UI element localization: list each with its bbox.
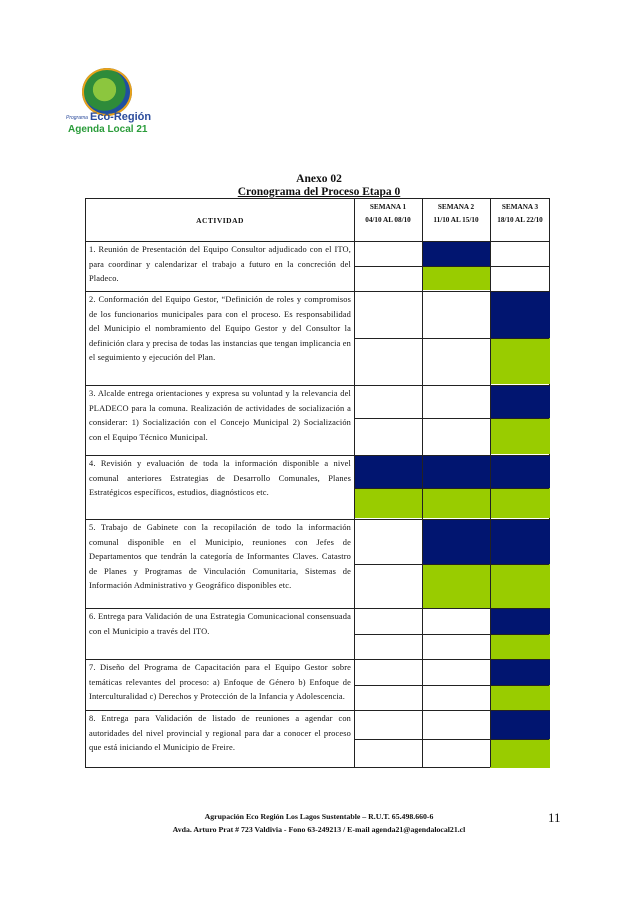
gantt-cell-r4-w3-a [490,456,550,488]
activity-row-4: 4. Revisión y evaluación de toda la información disponible a nivel comunal anteriores Estrategias de Desarrollo Comunales, Planes Estratégicos específicos, estudios, diagnósticos etc. [89,459,351,498]
activity-header: ACTIVIDAD [196,215,244,225]
week-1-label: SEMANA 1 [369,203,407,211]
gantt-cell-r2-w3-b [490,338,550,384]
column-divider [490,199,491,767]
gantt-cell-r4-w2-b [422,488,490,518]
gantt-cell-r5-w2-b [422,564,490,608]
row-divider [86,291,549,292]
gantt-cell-r5-w2-a [422,520,490,564]
page-number: 11 [548,810,561,825]
activity-row-7: 7. Diseño del Programa de Capacitación para el Equipo Gestor sobre temáticas relevantes del proceso: a) Enfoque de Género b) Enfoque de Interculturalidad c) Derechos y Protección de la Infancia y Adolescencia. [89,663,351,702]
sub-divider [354,418,549,419]
logo-program-text: Programa [66,115,88,121]
row-divider [86,608,549,609]
week-3-header [490,201,550,241]
footer-contact: Avda. Arturo Prat # 723 Valdivia - Fono 63-249213 / E-mail agenda21@agendalocal21.cl [172,825,466,834]
activity-row-8: 8. Entrega para Validación de listado de reuniones a agendar con autoridades del nivel provincial y regional para dar a conocer el proceso que está iniciando el Municipio de Freire. [89,714,351,753]
sub-divider [354,634,549,635]
week-2-label: SEMANA 2 [437,203,475,211]
sub-divider [354,564,549,565]
footer-organization: Agrupación Eco Región Los Lagos Sustentable – R.U.T. 65.498.660-6 [204,812,434,821]
sub-divider [354,488,549,489]
logo-agenda-text: Agenda Local 21 [68,124,148,135]
gantt-cell-r1-w2-a [422,242,490,266]
activity-row-5: 5. Trabajo de Gabinete con la recopilación de todo la información comunal disponible en el Municipio, reuniones con Jefes de Departamentos que tendrán la categoría de Informantes Claves. Catastro de Planes y Programas de Vinculación Comunitaria, Sistemas de Información Administrativo y Geográfico disponibles etc. [89,523,351,591]
row-divider [86,710,549,711]
column-divider [422,199,423,767]
gantt-cell-r6-w3-a [490,609,550,634]
week-1-range: 04/10 AL 08/10 [365,216,411,224]
gantt-cell-r7-w3-b [490,685,550,710]
gantt-cell-r4-w1-a [354,456,422,488]
row-divider [86,385,549,386]
gantt-cell-r3-w3-a [490,386,550,418]
gantt-cell-r5-w3-b [490,564,550,608]
activity-row-2: 2. Conformación del Equipo Gestor, “Definición de roles y compromisos de los funcionarios municipales para con el proceso. Es responsabilidad del Municipio el nombramiento del Equipo Gestor y del Consultor la definición clara y precisa de todas las instancias que tengan implicancia en el seguimiento y ejecución del Plan. [89,295,351,363]
column-divider [354,199,355,767]
week-3-label: SEMANA 3 [501,203,539,211]
header-divider [86,241,549,242]
row-divider [86,659,549,660]
schedule-title-text: Cronograma del Proceso Etapa 0 [237,186,401,198]
gantt-cell-r1-w2-b [422,266,490,290]
schedule-table [85,198,550,768]
gantt-cell-r6-w3-b [490,634,550,659]
logo-eco-text: Eco-Región [90,111,152,123]
activity-row-6: 6. Entrega para Validación de una Estrategia Comunicacional consensuada con el Municipio a través del ITO. [89,612,351,636]
row-divider [86,519,549,520]
gantt-cell-r4-w1-b [354,488,422,518]
week-3-range: 18/10 AL 22/10 [497,216,543,224]
week-2-range: 11/10 AL 15/10 [433,216,479,224]
annex-title: Anexo 02 [296,173,342,185]
sub-divider [354,338,549,339]
gantt-cell-r5-w3-a [490,520,550,564]
row-divider [86,455,549,456]
sub-divider [354,739,549,740]
schedule-title [0,186,638,198]
globe-icon [82,68,132,116]
gantt-cell-r7-w3-a [490,660,550,685]
gantt-cell-r8-w3-a [490,711,550,739]
gantt-cell-r3-w3-b [490,418,550,454]
gantt-cell-r8-w3-b [490,739,550,768]
week-2-header [422,201,490,241]
gantt-cell-r2-w3-a [490,292,550,338]
sub-divider [354,685,549,686]
week-1-header [354,201,422,241]
activity-row-1: 1. Reunión de Presentación del Equipo Consultor adjudicado con el ITO, para coordinar y calendarizar el trabajo a futuro en la concreción del Pladeco. [89,245,351,284]
eco-region-logo [62,68,152,140]
gantt-cell-r4-w3-b [490,488,550,518]
gantt-cell-r4-w2-a [422,456,490,488]
sub-divider [354,266,549,267]
activity-row-3: 3. Alcalde entrega orientaciones y expresa su voluntad y la relevancia del PLADECO para la comuna. Realización de actividades de socialización a considerar: 1) Socialización con el Concejo Municipal 2) Socialización con el Equipo Técnico Municipal. [89,389,351,442]
